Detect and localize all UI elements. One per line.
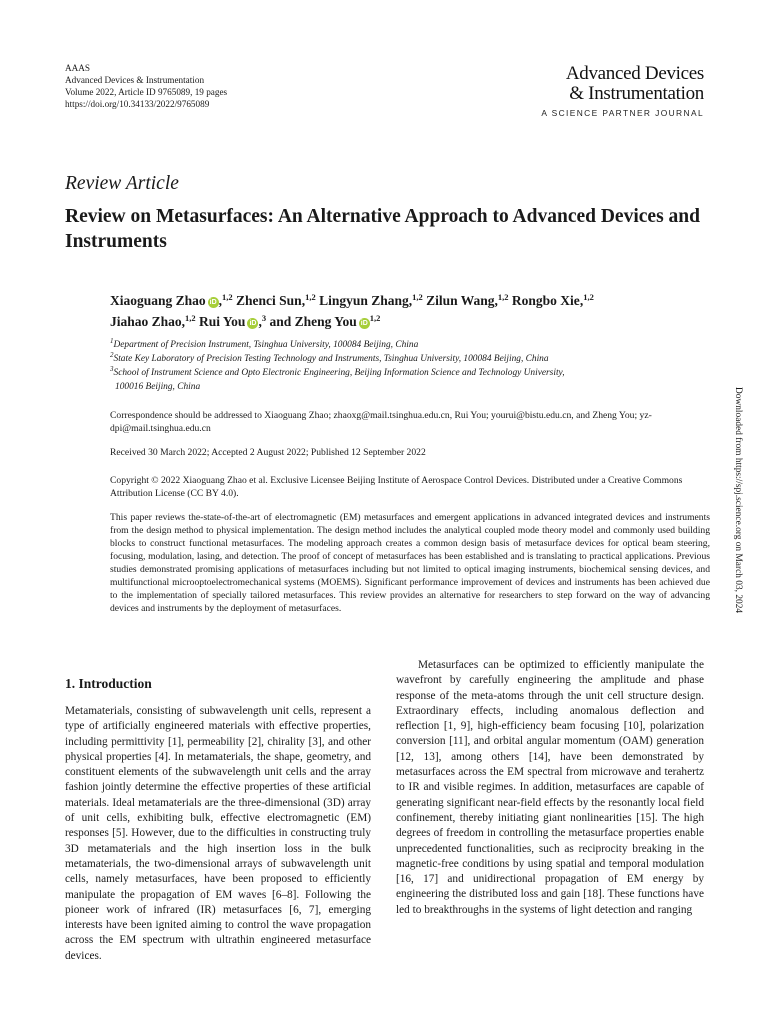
author-list: Xiaoguang Zhao iD ,$^{1,2}$ Zhenci Sun,$^{1,2}$ Lingyun Zhang,$^{1,2}$ Zilun Wang,$^{1,2}$ Rongbo Xie,$^{1,2}$ Jiahao Zhao,$^{1,2}$ Rui You iD ,$^3$ and Zheng You iD$^{1,2}$ xyxy=(110,292,594,329)
author-name: Zheng You xyxy=(294,314,357,329)
doi-link[interactable]: https://doi.org/10.34133/2022/9765089 xyxy=(65,99,210,109)
affiliation-number: 1 xyxy=(110,337,114,345)
affiliation-number: 2 xyxy=(110,351,114,359)
affiliation-text: School of Instrument Science and Opto Electronic Engineering, Beijing Information Science and Technology University, xyxy=(113,368,565,378)
author-affiliation-ref: 1,2 xyxy=(222,292,233,302)
affiliation-item xyxy=(110,352,710,366)
author-name: Lingyun Zhang xyxy=(319,293,409,308)
affiliation-number: 3 xyxy=(110,365,114,373)
article-meta xyxy=(65,62,227,110)
affiliation-item xyxy=(110,366,710,380)
author-name: Rongbo Xie xyxy=(511,293,580,308)
author-affiliation-ref: 1,2 xyxy=(497,292,509,302)
orcid-icon[interactable]: iD xyxy=(209,299,217,306)
article-title: Review on Metasurfaces: An Alternative Approach to Advanced Devices and Instruments xyxy=(65,206,700,252)
correspondence: Correspondence should be addressed to Xiaoguang Zhao; zhaoxg@mail.tsinghua.edu.cn, Rui You; yourui@bistu.edu.cn, and Zheng You; yz-dpi@mail.tsinghua.edu.cn xyxy=(110,410,652,434)
author-affiliation-ref: 1,2 xyxy=(305,292,316,302)
article-type: Review Article xyxy=(65,173,179,194)
publisher-label: AAAS xyxy=(65,63,91,73)
journal-tagline: A SCIENCE PARTNER JOURNAL xyxy=(541,108,704,118)
journal-logo-line1: Advanced Devices xyxy=(565,63,704,84)
author-name: Rui You xyxy=(199,314,246,329)
affiliation-text: State Key Laboratory of Precision Testing Technology and Instruments, Tsinghua University, 100084 Beijing, China xyxy=(113,354,549,364)
author-affiliation-ref: 1,2 xyxy=(583,292,594,302)
orcid-icon[interactable]: iD xyxy=(249,320,257,327)
intro-paragraph-left: Metamaterials, consisting of subwavelength unit cells, represent a type of artificially engineered materials with effective properties, including permittivity [1], permeability [2], chirality [3], and other physical properties [4]. In metamaterials, the shape, geometry, and constituent elements of the subwavelength unit cells and the array fashion jointly determine the effective properties of these artificial materials. Ideal metamaterials are the three-dimensional (3D) array of unit cells, exhibiting bulk, effective electromagnetic (EM) responses [5]. However, due to the difficulties in constructing truly 3D metamaterials and the high insertion loss in the bulk metamaterials, the two-dimensional arrays of subwavelength unit cells, namely metasurfaces, have been proposed to efficiently manipulate the propagation of EM waves [6–8]. Following the pioneer work of infrared (IR) metasurfaces [6, 7], emerging interests have been ignited aiming to control the wave propagation across the EM spectrum with ultrathin engineered metasurface devices. xyxy=(65,705,371,962)
affiliation-item xyxy=(110,338,710,352)
author-name: Xiaoguang Zhao xyxy=(110,293,206,308)
affiliation-list xyxy=(110,338,710,394)
orcid-icon[interactable]: iD xyxy=(360,320,368,327)
abstract: This paper reviews the-state-of-the-art of electromagnetic (EM) metasurfaces and emergent applications in advanced integrated devices and instruments from the design method to physical implementation. The design method includes the analytical coupled mode theory model and commonly used building blocks to construct functional metasurfaces. The modeling approach creates a common design basis of metasurface devices for optical beam steering, focusing, modulation, lasing, and detection. The proof of concept of metasurfaces has been established and is translating to practical applications. Previous studies demonstrated promising applications of metasurfaces including but not limited to optical imaging instruments, biochemical sensing devices, and multifunctional microoptoelectromechanical systems (MOEMS). Significant performance improvement of devices and instruments has been achieved due to the implementation of specially tailored metasurfaces. This review provides an alternative for researchers to step forward on the way of advancing devices and instruments by the deployment of metasurfaces. xyxy=(110,512,710,614)
volume-info: Volume 2022, Article ID 9765089, 19 pages xyxy=(65,87,228,97)
journal-logo xyxy=(541,64,704,118)
author-name: Jiahao Zhao xyxy=(110,314,182,329)
journal-logo-line2: & Instrumentation xyxy=(569,83,704,104)
author-affiliation-ref: 1,2 xyxy=(369,313,381,323)
author-affiliation-ref: 1,2 xyxy=(412,292,423,302)
article-dates: Received 30 March 2022; Accepted 2 August 2022; Published 12 September 2022 xyxy=(110,447,426,458)
author-affiliation-ref: 3 xyxy=(261,313,267,323)
download-watermark xyxy=(730,387,750,649)
affiliation-text: Department of Precision Instrument, Tsinghua University, 100084 Beijing, China xyxy=(113,340,419,350)
author-name: Zilun Wang xyxy=(426,293,495,308)
affiliation-continuation: 100016 Beijing, China xyxy=(115,382,201,392)
intro-paragraph-right: Metasurfaces can be optimized to efficiently manipulate the wavefront by carefully engineering the amplitude and phase response of the meta-atoms through the unit cell structure design. Extraordinary effects, including anomalous deflection and reflection [1, 9], high-efficiency beam focusing [10], polarization conversion [11], and orbital angular momentum (OAM) generation [12, 13], among others [14], have been demonstrated by metasurfaces across the EM spectral from microwave and terahertz to IR and visible regimes. In addition, metasurfaces are capable of generating significant near-field effects by the resonantly local field confinement, thereby initiating giant nonlinearities [15]. The high degrees of freedom in controlling the metasurface properties enable unprecedented functionalities, such as reciprocity breaking in the magnetic-free conditions by using spatial and temporal modulation [16, 17] and unidirectional propagation of EM energy by engineering the distributed loss and gain [18]. These functions have led to breakthroughs in the systems of light detection and ranging xyxy=(396,659,704,916)
download-watermark-text: Downloaded from https://spj.science.org on March 03, 2024 xyxy=(733,387,743,614)
copyright-notice: Copyright © 2022 Xiaoguang Zhao et al. Exclusive Licensee Beijing Institute of Aerospace Control Devices. Distributed under a Creative Commons Attribution License (CC BY 4.0). xyxy=(110,475,683,499)
authors-joiner: and xyxy=(269,314,292,329)
author-name: Zhenci Sun xyxy=(236,293,302,308)
author-affiliation-ref: 1,2 xyxy=(185,313,196,323)
journal-name: Advanced Devices & Instrumentation xyxy=(65,75,205,85)
section-heading: 1. Introduction xyxy=(65,676,152,691)
